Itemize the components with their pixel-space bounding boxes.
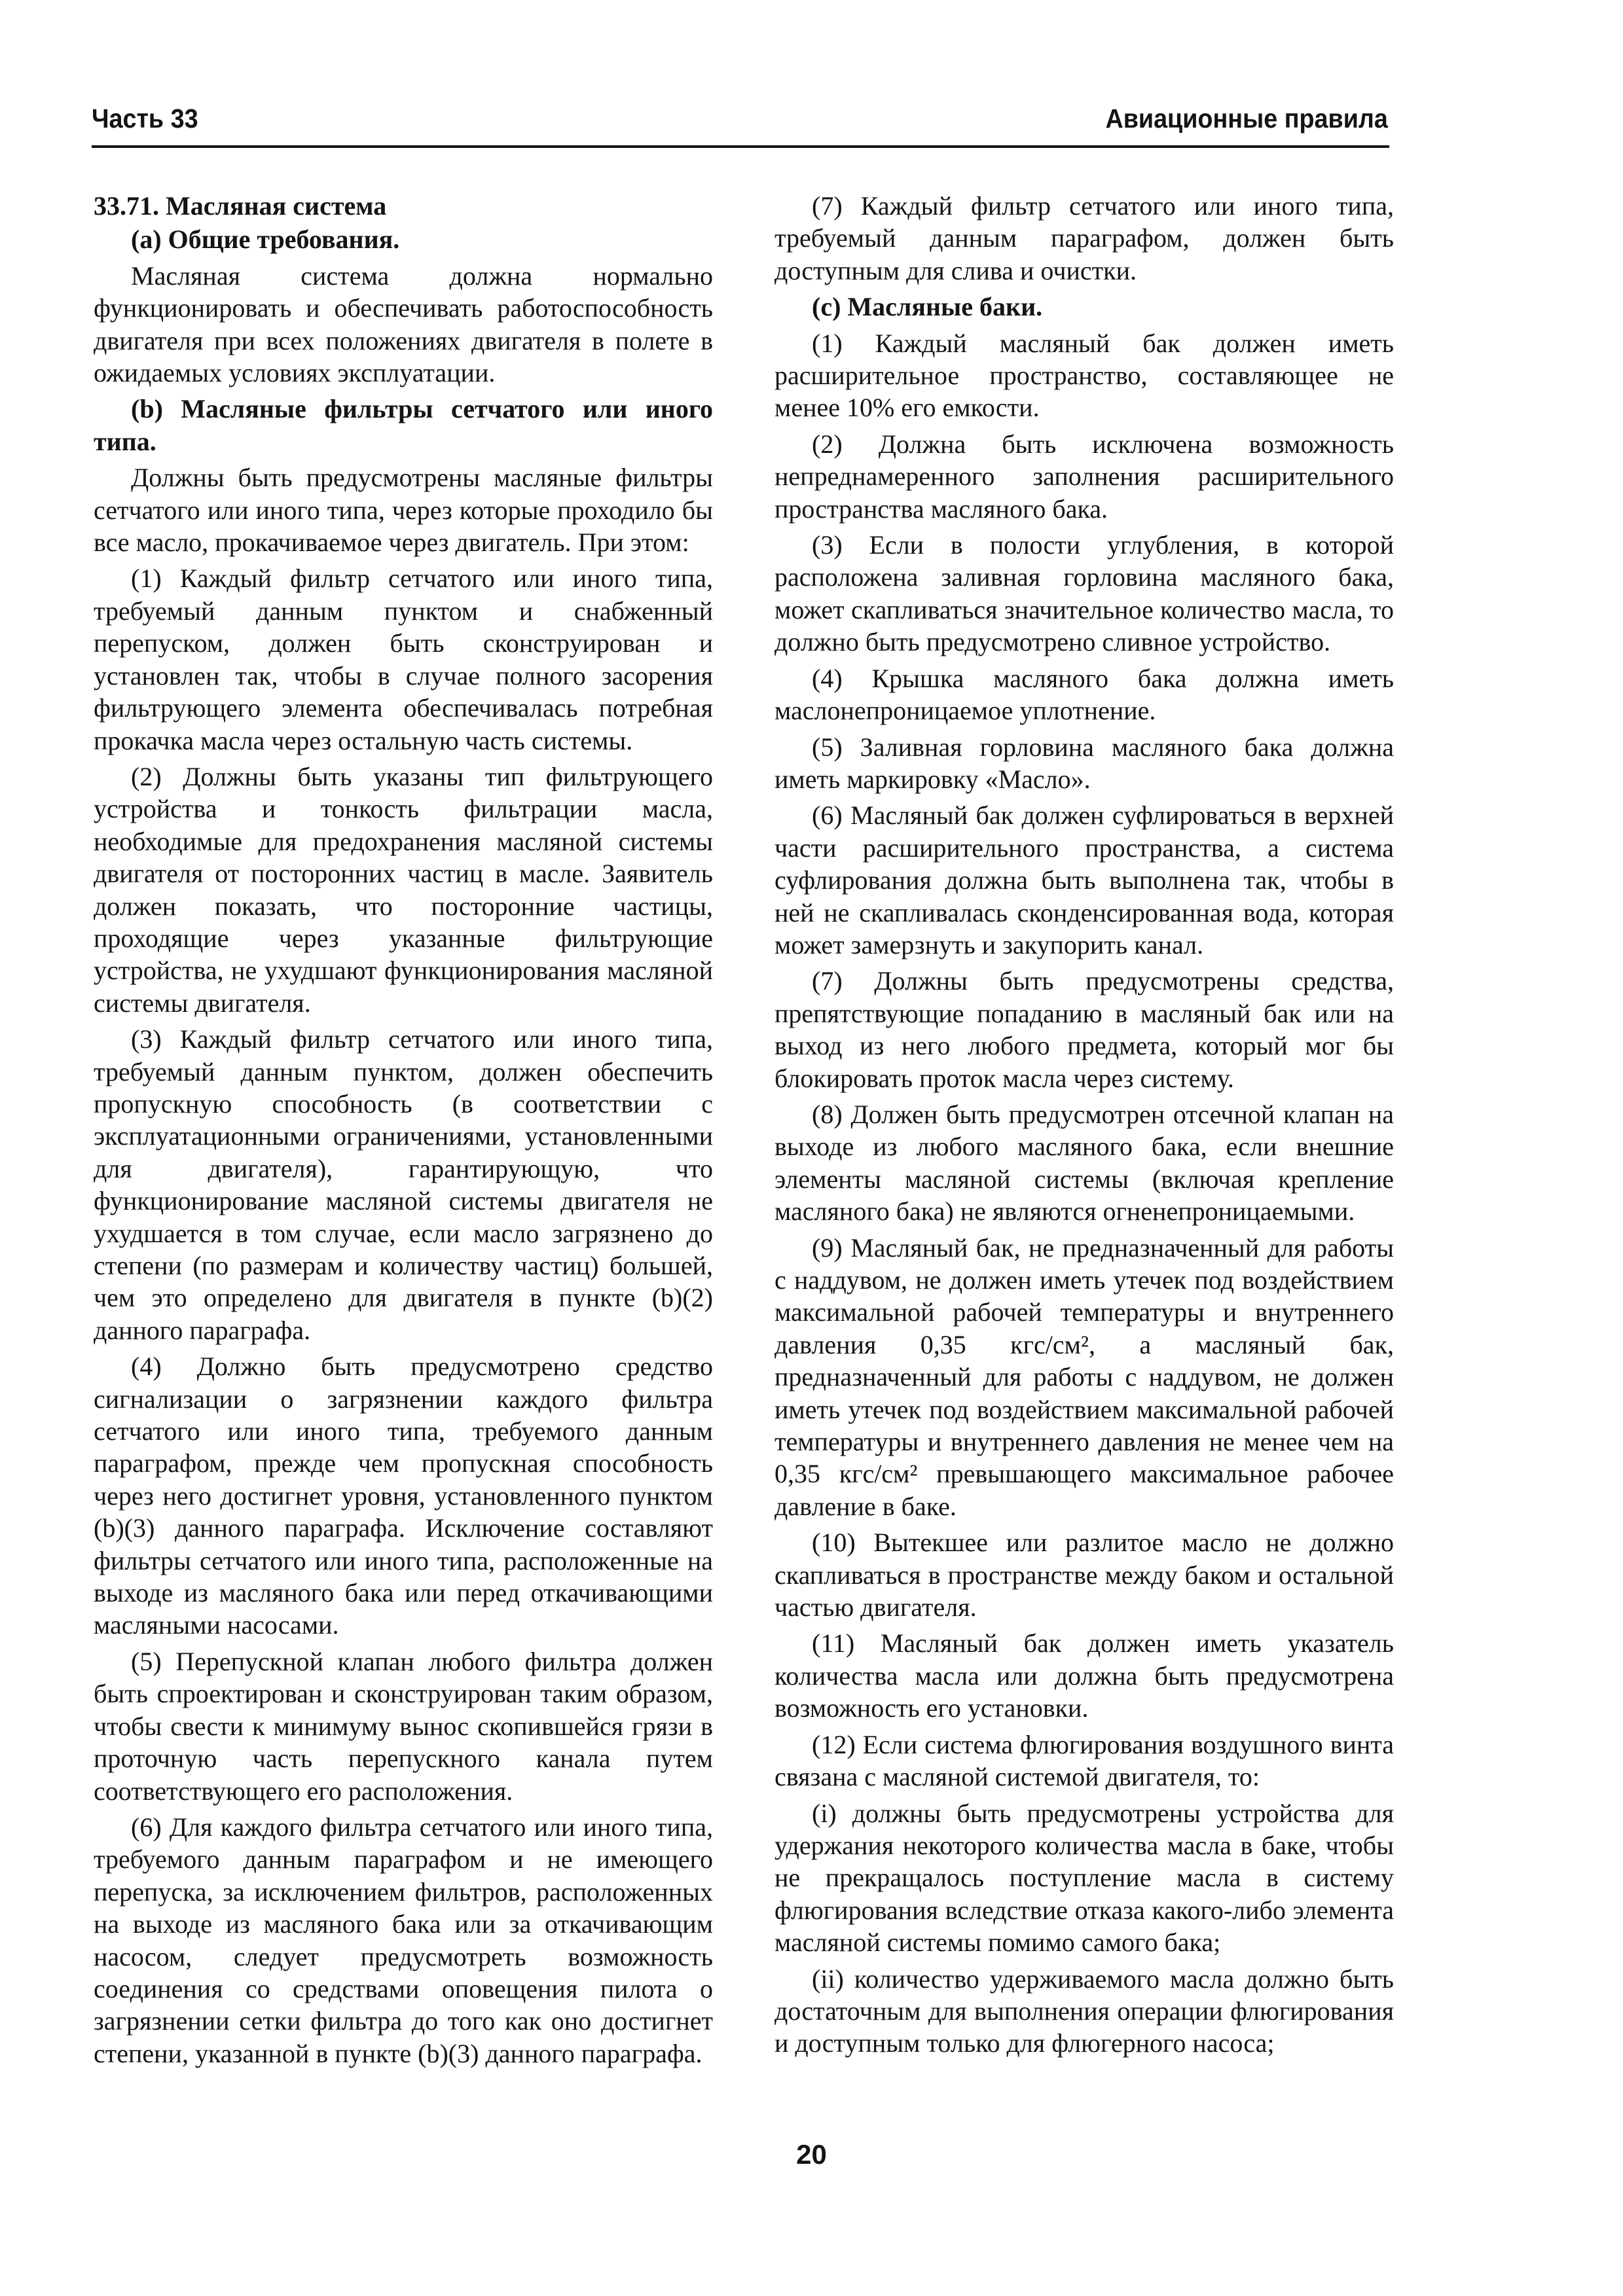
paragraph: (ii) количество удерживаемого масла должно быть достаточным для выполнения операции флюгирования и доступным только для флюгерного насоса; [775, 1964, 1394, 2058]
subsection-heading-a: (a) Общие требования. [131, 224, 400, 255]
subsection-heading-c: (c) Масляные баки. [812, 292, 1043, 322]
paragraph: (10) Вытекшее или разлитое масло не должно скапливаться в пространстве между баком и остальной частью двигателя. [775, 1528, 1394, 1623]
paragraph: (2) Должны быть указаны тип фильтрующего устройства и тонкость фильтрации масла, необходимые для предохранения масляной системы двигателя от посторонних частиц в масле. Заявитель должен показать, что посторонние частицы, проходящие через указанные фильтрующие устройства, не ухудшают функционирования масляной системы двигателя. [94, 761, 713, 1018]
header-part-label: Часть 33 [92, 103, 198, 134]
paragraph: (5) Заливная горловина масляного бака должна иметь маркировку «Масло». [775, 732, 1394, 794]
paragraph: (7) Каждый фильтр сетчатого или иного типа, требуемый данным параграфом, должен быть доступным для слива и очистки. [775, 191, 1394, 285]
page-number: 20 [796, 2139, 827, 2170]
paragraph: (6) Масляный бак должен суфлироваться в верхней части расширительного пространства, а система суфлирования должна быть выполнена так, чтобы в ней не скапливалась сконденсированная вода, которая может замерзнуть и закупорить канал. [775, 800, 1394, 960]
paragraph: (8) Должен быть предусмотрен отсечной клапан на выходе из любого масляного бака, если внешние элементы масляной системы (включая крепление масляного бака) не являются огненепроницаемыми. [775, 1099, 1394, 1227]
running-header [92, 103, 1388, 143]
paragraph: (3) Если в полости углубления, в которой расположена заливная горловина масляного бака, может скапливаться значительное количество масла, то должно быть предусмотрено сливное устройство. [775, 530, 1394, 657]
paragraph: Должны быть предусмотрены масляные фильтры сетчатого или иного типа, через которые проходило бы все масло, прокачиваемое через двигатель. При этом: [94, 463, 713, 558]
paragraph: (1) Каждый масляный бак должен иметь расширительное пространство, составляющее не менее 10% его емкости. [775, 328, 1394, 423]
paragraph: (9) Масляный бак, не предназначенный для работы с наддувом, не должен иметь утечек под воздействием максимальной рабочей температуры и внутреннего давления 0,35 кгс/см², а масляный бак, предназначенный для работы с наддувом, не должен иметь утечек под воздействием максимальной рабочей температуры и внутреннего давления не менее чем на 0,35 кгс/см² превышающего максимальное рабочее давление в баке. [775, 1232, 1394, 1521]
paragraph: (11) Масляный бак должен иметь указатель количества масла или должна быть предусмотрена возможность его установки. [775, 1628, 1394, 1723]
paragraph: (5) Перепускной клапан любого фильтра должен быть спроектирован и сконструирован таким образом, чтобы свести к минимуму вынос скопившейся грязи в проточную часть перепускного канала путем соответствующего его расположения. [94, 1646, 713, 1806]
paragraph: (i) должны быть предусмотрены устройства для удержания некоторого количества масла в баке, чтобы не прекращалось поступление масла в систему флюгирования вследствие отказа какого-либо элемента масляной системы помимо самого бака; [775, 1798, 1394, 1958]
header-title: Авиационные правила [1105, 103, 1388, 134]
subsection-heading-b: (b) Масляные фильтры сетчатого или иного типа. [94, 394, 713, 456]
paragraph: (4) Крышка масляного бака должна иметь маслонепроницаемое уплотнение. [775, 663, 1394, 726]
paragraph: (4) Должно быть предусмотрено средство сигнализации о загрязнении каждого фильтра сетчатого или иного типа, требуемого данным параграфом, прежде чем пропускная способность через него достигнет уровня, установленного пунктом (b)(3) данного параграфа. Исключение составляют фильтры сетчатого или иного типа, расположенные на выходе из масляного бака или перед откачивающими масляными насосами. [94, 1352, 713, 1640]
paragraph: Масляная система должна нормально функционировать и обеспечивать работоспособность двигателя при всех положениях двигателя в полете в ожидаемых условиях эксплуатации. [94, 260, 713, 388]
section-heading: 33.71. Масляная система [94, 191, 387, 221]
paragraph: (12) Если система флюгирования воздушного винта связана с масляной системой двигателя, то: [775, 1729, 1394, 1792]
paragraph: (7) Должны быть предусмотрены средства, препятствующие попаданию в масляный бак или на выход из него любого предмета, который мог бы блокировать проток масла через систему. [775, 966, 1394, 1093]
paragraph: (3) Каждый фильтр сетчатого или иного типа, требуемый данным пунктом, должен обеспечить пропускную способность (в соответствии с эксплуатационными ограничениями, установленными для двигателя), гарантирующую, что функционирование масляной системы двигателя не ухудшается в том случае, если масло загрязнено до степени (по размерам и количеству частиц) большей, чем это определено для двигателя в пункте (b)(2) данного параграфа. [94, 1024, 713, 1345]
paragraph: (2) Должна быть исключена возможность непреднамеренного заполнения расширительного пространства масляного бака. [775, 429, 1394, 524]
left-column [94, 190, 713, 2073]
header-rule [92, 145, 1389, 148]
paragraph: (1) Каждый фильтр сетчатого или иного типа, требуемый данным пунктом и снабженный перепуском, должен быть сконструирован и установлен так, чтобы в случае полного засорения фильтрующего элемента обеспечивалась потребная прокачка масла через остальную часть системы. [94, 564, 713, 755]
right-column [775, 190, 1394, 2064]
paragraph: (6) Для каждого фильтра сетчатого или иного типа, требуемого данным параграфом и не имеющего перепуска, за исключением фильтров, расположенных на выходе из масляного бака или за откачивающим насосом, следует предусмотреть возможность соединения со средствами оповещения пилота о загрязнении сетки фильтра до того как оно достигнет степени, указанной в пункте (b)(3) данного параграфа. [94, 1812, 713, 2068]
